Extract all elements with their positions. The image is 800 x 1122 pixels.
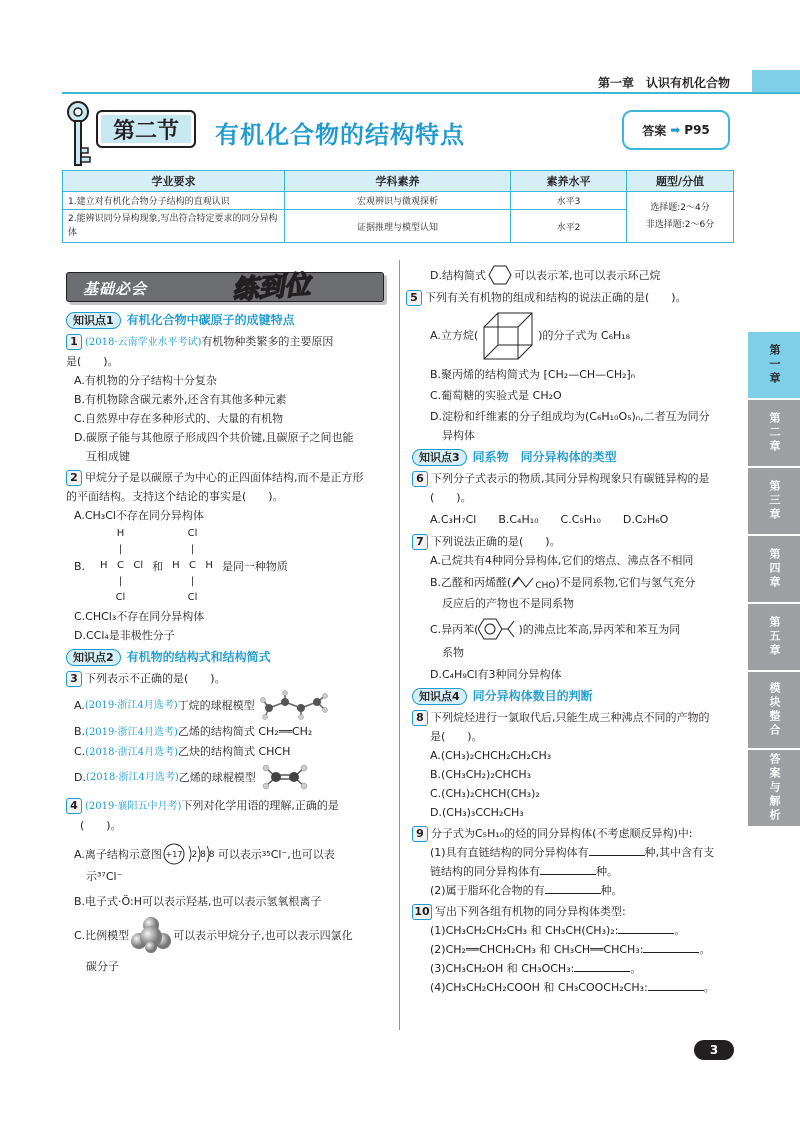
tab-chapter-1[interactable]: 第一章 xyxy=(748,332,800,398)
ethylene-model-icon xyxy=(260,764,310,790)
stem-text: 下列对化学用语的理解,正确的是 xyxy=(181,799,339,812)
option-text: 可以表示 xyxy=(217,847,262,861)
sub-question-cont: 链结构的同分异构体有 种。 xyxy=(430,865,618,878)
option: A. (2019·浙江4月选考) 丁烷的球棍模型 xyxy=(66,688,392,722)
question-number: 4 xyxy=(66,798,82,814)
kp-title: 有机化合物中碳原子的成键特点 xyxy=(126,313,295,327)
question-stem xyxy=(406,469,738,488)
option-structures xyxy=(66,525,392,607)
option: C.自然界中存在多种形式的、大量的有机物 xyxy=(74,412,284,425)
option xyxy=(406,264,738,286)
stem-text: 下列表示不正确的是( )。 xyxy=(85,672,226,685)
knowledge-point xyxy=(66,311,392,330)
option: C.葡萄糖的实验式是 CH₂O xyxy=(430,389,562,402)
kp-badge: 知识点3 xyxy=(412,449,467,466)
butane-model-icon xyxy=(259,690,329,720)
option: D. (2018·浙江4月选考) 乙烯的球棍模型 xyxy=(66,762,392,792)
option: B.有机物除含碳元素外,还含有其他多种元素 xyxy=(74,393,287,406)
option xyxy=(66,841,392,867)
header-rule xyxy=(62,92,800,94)
stem-text: 有机物种类繁多的主要原因 xyxy=(201,335,334,348)
sub-question: (1)具有直链结构的同分异构体有 种,其中含有支 xyxy=(430,846,715,859)
right-column xyxy=(406,264,738,997)
knowledge-point xyxy=(412,687,738,706)
sub-question: (3)CH₃CH₂OH 和 CH₃OCH₃: 。 xyxy=(430,962,642,975)
question-number: 2 xyxy=(66,470,82,486)
question-stem xyxy=(66,468,392,487)
table-cell: 水平3 xyxy=(511,192,627,210)
option: A.CH₃Cl不存在同分异构体 xyxy=(74,509,204,522)
question-number: 3 xyxy=(66,671,82,687)
acrolein-structure-icon xyxy=(511,573,535,591)
option-text: C.比例模型 xyxy=(74,928,130,942)
stem-text: 下列分子式表示的物质,其同分异构现象只有碳链异构的是 xyxy=(431,472,710,485)
arrow-right-icon: ➡ xyxy=(670,123,681,137)
option: C.CHCl₃不存在同分异构体 xyxy=(74,610,205,623)
answer-blank[interactable] xyxy=(643,941,699,953)
question-number: 10 xyxy=(412,904,432,920)
hexagon-ring-icon xyxy=(488,265,512,285)
question-stem xyxy=(406,288,738,307)
practice-banner xyxy=(66,270,384,306)
methane-structure-1: H | H C Cl | Cl xyxy=(100,528,144,603)
knowledge-point xyxy=(66,648,392,667)
methane-structure-2: Cl | H C H | Cl xyxy=(172,528,213,603)
option-text: C.异丙苯( xyxy=(430,622,479,636)
option-cont: 反应后的产物也不是同系物 xyxy=(442,597,574,610)
kp-badge: 知识点1 xyxy=(66,312,121,329)
banner-left-text: 基础必会 xyxy=(83,280,148,298)
question-stem xyxy=(406,708,738,727)
question-number: 9 xyxy=(412,826,428,842)
option xyxy=(406,570,738,594)
sub-question: (2)CH₂══CHCH₂CH₃ 和 CH₃CH══CHCH₃: 。 xyxy=(430,943,711,956)
tab-chapter-5[interactable]: 第五章 xyxy=(748,604,800,670)
question-stem-cont: ( )。 xyxy=(80,819,122,832)
chapter-header: 第一章 认识有机化合物 xyxy=(597,76,730,90)
question-number: 6 xyxy=(412,471,428,487)
tab-chapter-3[interactable]: 第三章 xyxy=(748,468,800,534)
question-stem xyxy=(406,902,738,921)
option-text: )的分子式为 C₆H₁₈ xyxy=(538,328,631,342)
kp-badge: 知识点4 xyxy=(412,688,467,705)
table-cell: 2.能辨识同分异构现象,写出符合特定要求的同分异构体 xyxy=(63,210,285,243)
option-cont: 碳分子 xyxy=(86,960,119,973)
option: D.淀粉和纤维素的分子组成均为(C₆H₁₀O₅)ₙ,二者互为同分 xyxy=(430,410,710,423)
option-text: D.结构简式 xyxy=(430,268,486,282)
question-number: 7 xyxy=(412,534,428,550)
tab-module[interactable]: 模块整合 xyxy=(748,672,800,748)
answer-blank[interactable] xyxy=(540,863,596,875)
left-column xyxy=(66,308,392,976)
answer-blank[interactable] xyxy=(618,922,674,934)
answer-label: 答案 xyxy=(642,123,667,138)
chapter-tab-decoration xyxy=(752,70,800,94)
cubane-icon xyxy=(478,309,538,361)
answer-blank[interactable] xyxy=(545,882,601,894)
option xyxy=(66,917,392,953)
stem-text: 下列有关有机物的组成和结构的说法正确的是( )。 xyxy=(425,291,687,304)
question-stem-cont: 是( )。 xyxy=(66,355,119,368)
kp-badge: 知识点2 xyxy=(66,649,121,666)
stem-text: 下列烷烃进行一氯取代后,只能生成三种沸点不同的产物的 xyxy=(431,711,710,724)
cumene-structure-icon xyxy=(478,617,518,641)
option-text: )的沸点比苯高,异丙苯和苯互为同 xyxy=(518,622,681,636)
answer-blank[interactable] xyxy=(574,960,630,972)
and-text: 和 xyxy=(152,559,164,573)
stem-text: 甲烷分子是以碳原子为中心的正四面体结构,而不是正方形 xyxy=(85,471,364,484)
table-header: 学科素养 xyxy=(285,171,511,192)
option: C.(2018·浙江4月选考)乙炔的结构简式 CHCH xyxy=(74,745,291,758)
sub-question: (4)CH₃CH₂CH₂COOH 和 CH₃COOCH₂CH₃: 。 xyxy=(430,981,715,994)
table-cell: 水平2 xyxy=(511,210,627,243)
option xyxy=(406,615,738,643)
answer-blank[interactable] xyxy=(589,844,645,856)
option: A.有机物的分子结构十分复杂 xyxy=(74,374,217,387)
option-text: 乙炔的结构简式 CHCH xyxy=(177,745,291,758)
cho-label: CHO xyxy=(535,580,556,591)
stem-text: 写出下列各组有机物的同分异构体类型: xyxy=(435,905,626,918)
table-cell: 1.建立对有机化合物分子结构的直观认识 xyxy=(63,192,285,210)
kp-title: 有机物的结构式和结构简式 xyxy=(126,650,271,664)
option-text: A.离子结构示意图 xyxy=(74,847,162,861)
question-stem xyxy=(66,332,392,352)
option-cont: 系物 xyxy=(442,646,464,659)
question-source: (2019·浙江4月选考) xyxy=(85,727,178,738)
side-tabs xyxy=(748,332,800,828)
answer-reference[interactable] xyxy=(622,110,730,150)
question-stem-cont: 的平面结构。支持这个结论的事实是( )。 xyxy=(66,490,284,503)
question-stem-cont: ( )。 xyxy=(430,491,472,504)
question-source: (2018·浙江4月选考) xyxy=(85,771,179,783)
question-source: (2018·云南学业水平考试) xyxy=(85,337,202,348)
requirements-table xyxy=(62,170,734,243)
section-label: 第二节 xyxy=(96,110,196,148)
table-cell-score xyxy=(627,192,734,243)
option-text: Cl⁻,也可以表 xyxy=(270,847,335,861)
option-letter: B. xyxy=(74,559,86,573)
table-cell: 宏观辨识与微观探析 xyxy=(285,192,511,210)
tab-chapter-2[interactable]: 第二章 xyxy=(748,400,800,466)
tab-answers[interactable]: 答案与解析 xyxy=(748,750,800,826)
table-cell: 证据推理与模型认知 xyxy=(285,210,511,243)
knowledge-point xyxy=(412,448,738,467)
svg-text:+17: +17 xyxy=(165,850,183,859)
kp-title: 同系物 同分异构体的类型 xyxy=(472,450,617,464)
kp-title: 同分异构体数目的判断 xyxy=(472,689,593,703)
question-stem xyxy=(66,796,392,816)
key-icon xyxy=(60,100,100,170)
option: D.CCl₄是非极性分子 xyxy=(74,629,175,642)
table-header: 素养水平 xyxy=(511,171,627,192)
sub-question: (2)属于脂环化合物的有 种。 xyxy=(430,884,623,897)
option-text: B.乙醛和丙烯醛( xyxy=(430,575,512,589)
option-text: 乙烯的球棍模型 xyxy=(178,770,256,784)
option: D.碳原子能与其他原子形成四个共价键,且碳原子之间也能 xyxy=(74,431,354,444)
question-number: 8 xyxy=(412,710,428,726)
option: A.(CH₃)₂CHCH₂CH₂CH₃ xyxy=(430,749,552,762)
question-source: (2019·浙江4月选考) xyxy=(84,699,178,711)
option-cont: 示³⁷Cl⁻ xyxy=(86,870,123,883)
question-source: (2018·浙江4月选考) xyxy=(85,747,178,758)
section-title: 有机化合物的结构特点 xyxy=(215,121,465,149)
space-filling-model-icon xyxy=(129,917,173,953)
score-line: 选择题:2～4分 xyxy=(650,203,710,213)
answer-page: P95 xyxy=(684,123,710,137)
score-line: 非选择题:2～6分 xyxy=(645,220,715,230)
sub-question: (1)CH₃CH₂CH₂CH₃ 和 CH₃CH(CH₃)₂: 。 xyxy=(430,924,686,937)
question-number: 1 xyxy=(66,334,82,350)
option: B.(CH₃CH₂)₂CHCH₃ xyxy=(430,768,532,781)
option: A.己烷共有4种同分异构体,它们的熔点、沸点各不相同 xyxy=(430,554,694,567)
question-number: 5 xyxy=(406,290,422,306)
option: D.(CH₃)₃CCH₂CH₃ xyxy=(430,806,524,819)
option-text: 丁烷的球棍模型 xyxy=(177,698,255,712)
banner-right-text: 练到位 xyxy=(231,270,312,306)
answer-blank[interactable] xyxy=(648,979,704,991)
option-text: 可以表示苯,也可以表示环己烷 xyxy=(513,268,661,282)
option-text: 是同一种物质 xyxy=(221,559,288,573)
option-text: A.立方烷( xyxy=(430,328,479,342)
option-text: 乙烯的结构简式 CH₂══CH₂ xyxy=(177,725,313,738)
ion-structure-icon xyxy=(162,842,218,866)
option-cont: 互相成键 xyxy=(86,450,130,463)
svg-text:2 8 8: 2 8 8 xyxy=(191,850,215,860)
option xyxy=(406,307,738,363)
question-source: (2019·襄阳五中月考) xyxy=(85,801,182,812)
table-header: 学业要求 xyxy=(63,171,285,192)
table-header-row xyxy=(63,171,734,192)
option: D.C₄H₉Cl有3种同分异构体 xyxy=(430,668,562,681)
option: B.(2019·浙江4月选考)乙烯的结构简式 CH₂══CH₂ xyxy=(74,725,313,738)
stem-text: 下列说法正确的是( )。 xyxy=(431,535,561,548)
question-stem xyxy=(406,824,738,843)
option: B.聚丙烯的结构简式为 ⁅CH₂—CH—CH₂⁆ₙ xyxy=(430,368,636,381)
question-stem xyxy=(66,669,392,688)
option-text: 可以表示甲烷分子,也可以表示四氯化 xyxy=(173,928,353,942)
question-stem xyxy=(406,532,738,551)
option: B.电子式·Ö:H可以表示羟基,也可以表示氢氧根离子 xyxy=(74,895,322,908)
question-stem-cont: 是( )。 xyxy=(430,730,483,743)
option-text: )不是同系物,它们与氢气充分 xyxy=(555,575,696,589)
tab-chapter-4[interactable]: 第四章 xyxy=(748,536,800,602)
table-header: 题型/分值 xyxy=(627,171,734,192)
table-row xyxy=(63,192,734,210)
page-number: 3 xyxy=(694,1040,734,1060)
column-divider xyxy=(399,260,400,1030)
option-row: A.C₃H₇Cl B.C₄H₁₀ C.C₅H₁₀ D.C₂H₆O xyxy=(430,513,669,526)
stem-text: 分子式为C₅H₁₀的烃的同分异构体(不考虑顺反异构)中: xyxy=(431,827,693,840)
option-cont: 异构体 xyxy=(442,429,475,442)
option: C.(CH₃)₂CHCH(CH₃)₂ xyxy=(430,787,540,800)
isotope-mass: 35 xyxy=(261,849,271,858)
